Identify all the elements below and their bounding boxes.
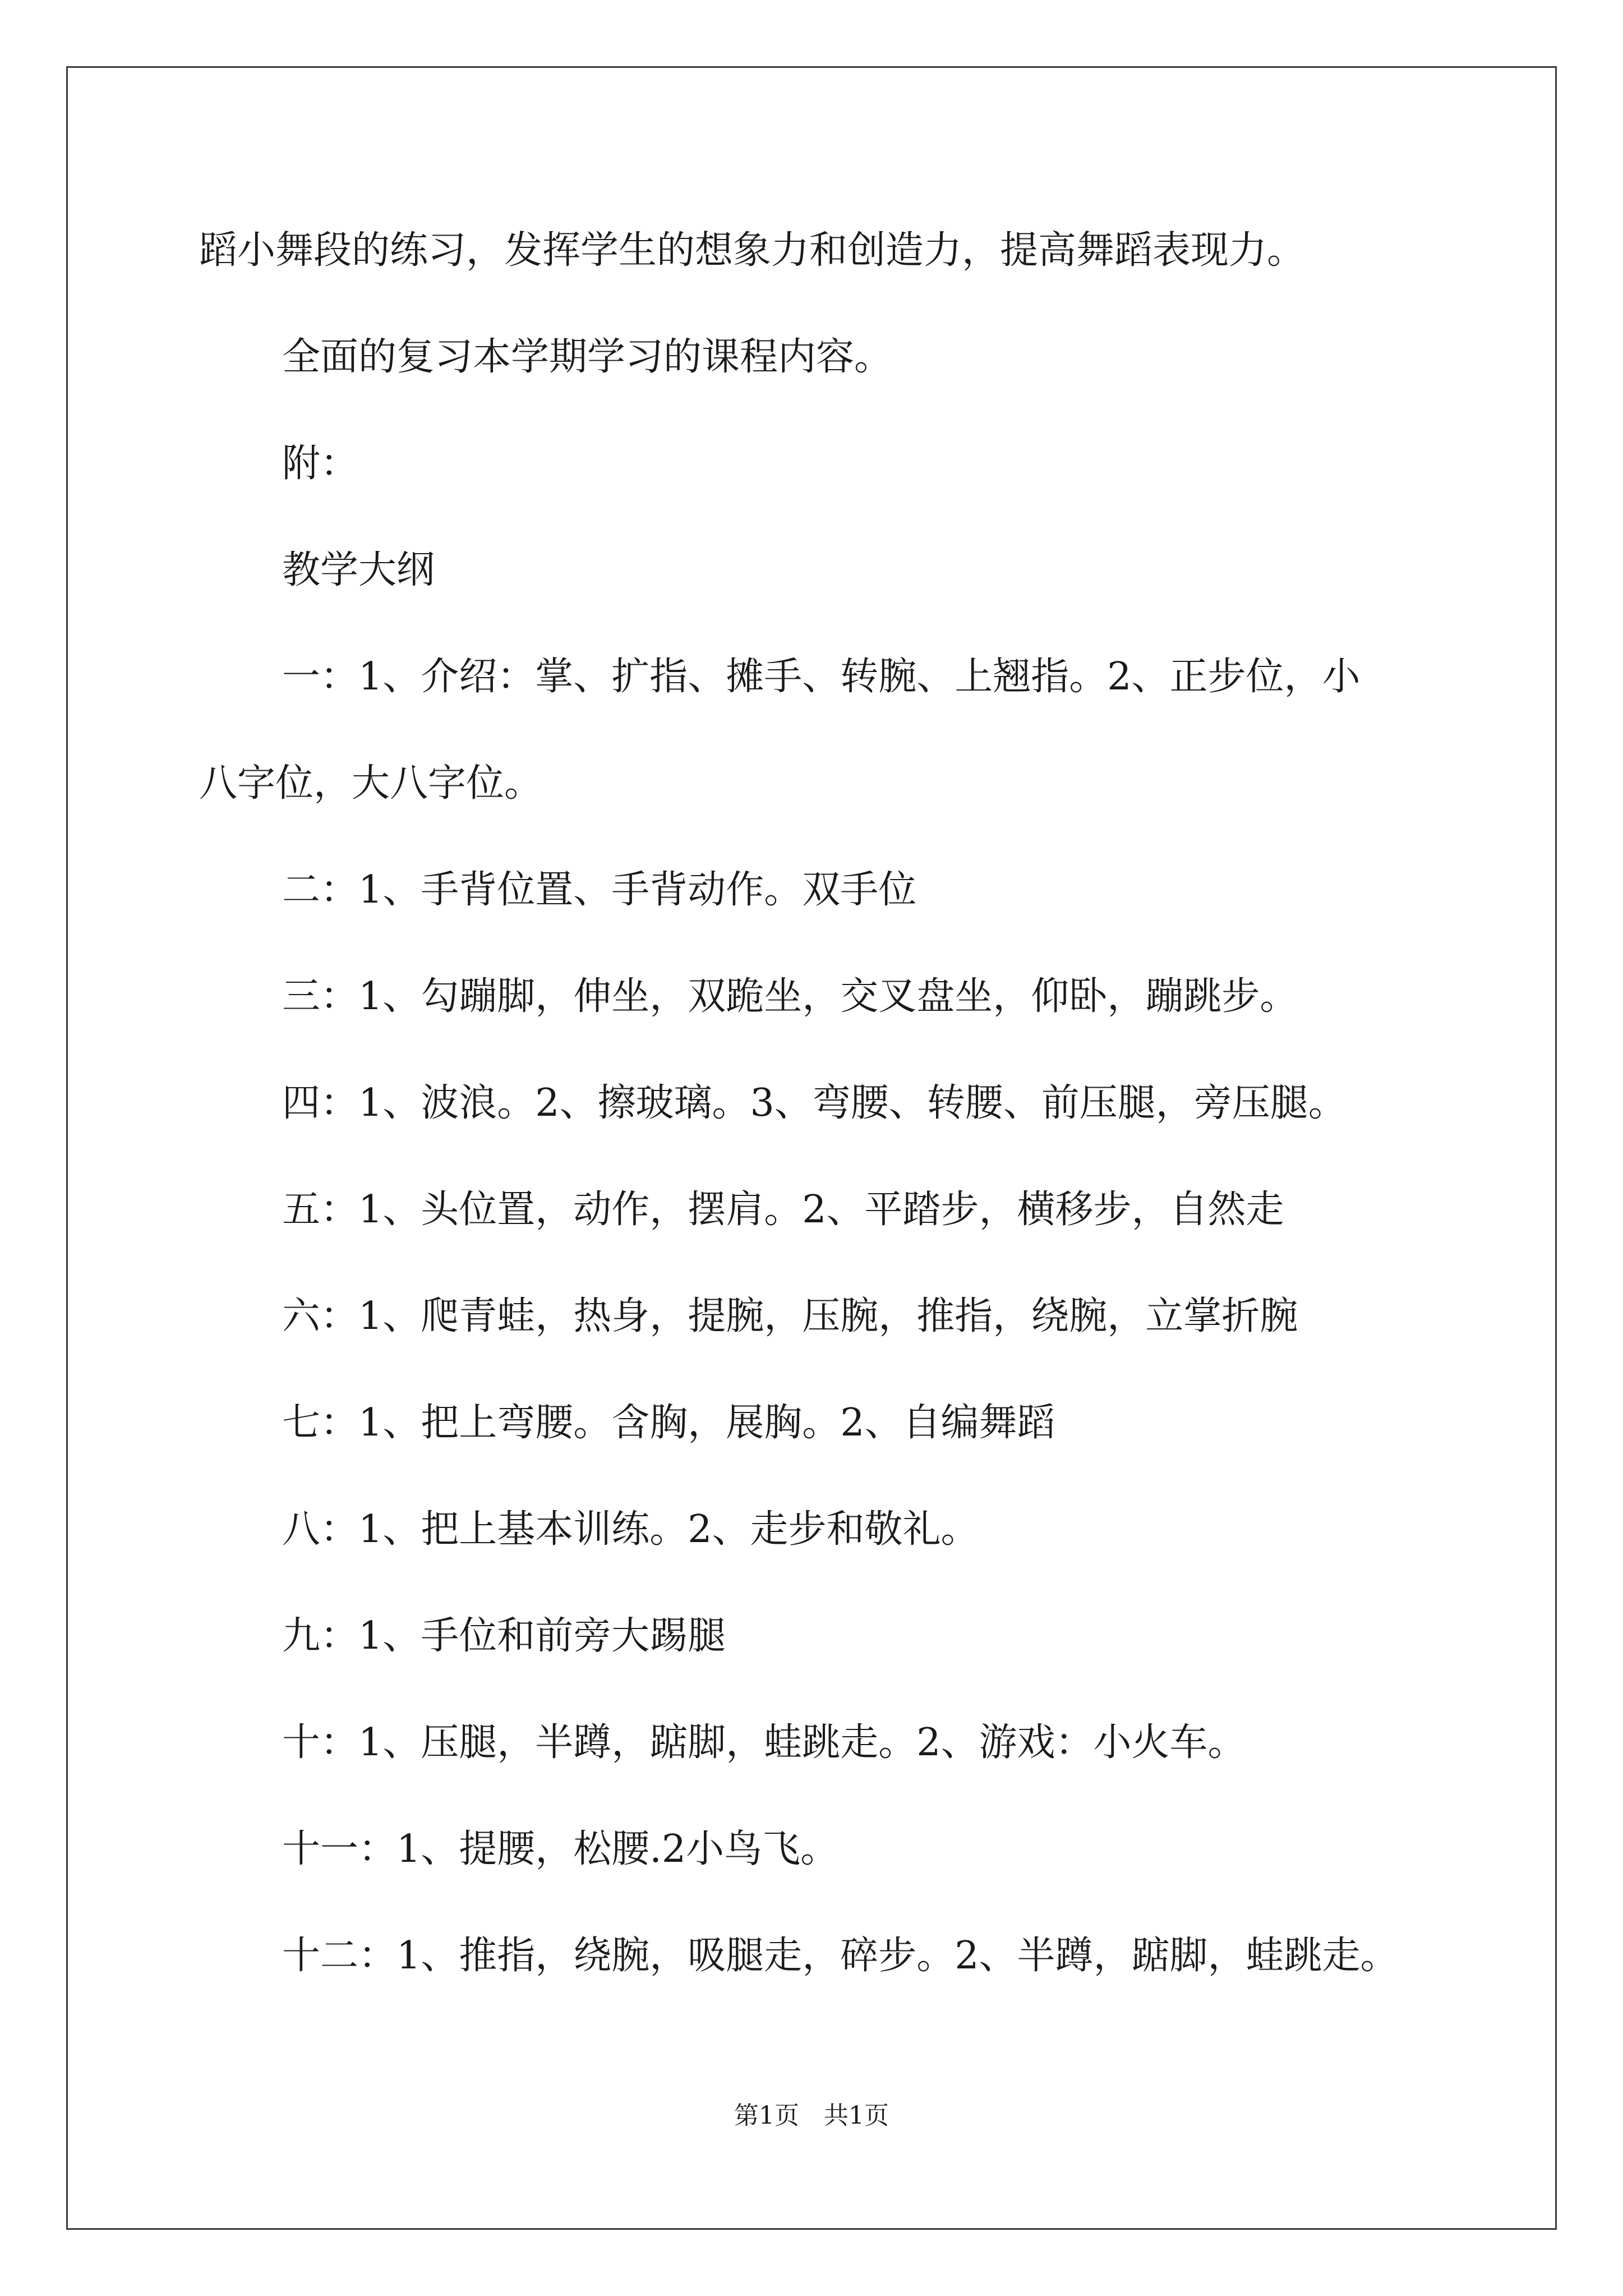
outline-item: 三：1、勾蹦脚，伸坐，双跪坐，交叉盘坐，仰卧，蹦跳步。 <box>282 974 1298 1019</box>
outline-item: 六：1、爬青蛙，热身，提腕，压腕，推指，绕腕，立掌折腕 <box>282 1294 1298 1338</box>
page-border <box>66 66 1557 2230</box>
paragraph: 全面的复习本学期学习的课程内容。 <box>282 335 893 379</box>
outline-item: 一：1、介绍：掌、扩指、摊手、转腕、上翘指。2、正步位，小 <box>282 655 1361 699</box>
outline-item-continuation: 八字位，大八字位。 <box>199 761 543 806</box>
paragraph: 蹈小舞段的练习，发挥学生的想象力和创造力，提高舞蹈表现力。 <box>199 228 1306 273</box>
outline-item: 九：1、手位和前旁大踢腿 <box>282 1614 726 1658</box>
outline-item: 五：1、头位置，动作，摆肩。2、平踏步，横移步，自然走 <box>282 1188 1284 1232</box>
outline-item: 二：1、手背位置、手背动作。双手位 <box>282 868 917 912</box>
page-footer: 第1页 共1页 <box>734 2101 889 2130</box>
outline-item: 七：1、把上弯腰。含胸，展胸。2、自编舞蹈 <box>282 1401 1055 1445</box>
outline-item: 四：1、波浪。2、擦玻璃。3、弯腰、转腰、前压腿，旁压腿。 <box>282 1081 1347 1125</box>
outline-item: 十二：1、推指，绕腕，吸腿走，碎步。2、半蹲，踮脚，蛙跳走。 <box>282 1934 1399 1978</box>
paragraph: 附： <box>282 441 359 486</box>
outline-item: 八：1、把上基本训练。2、走步和敬礼。 <box>282 1507 979 1552</box>
outline-item: 十一：1、提腰，松腰.2小鸟飞。 <box>282 1827 839 1871</box>
outline-item: 十：1、压腿，半蹲，踮脚，蛙跳走。2、游戏：小火车。 <box>282 1720 1246 1765</box>
section-heading: 教学大纲 <box>282 548 435 592</box>
